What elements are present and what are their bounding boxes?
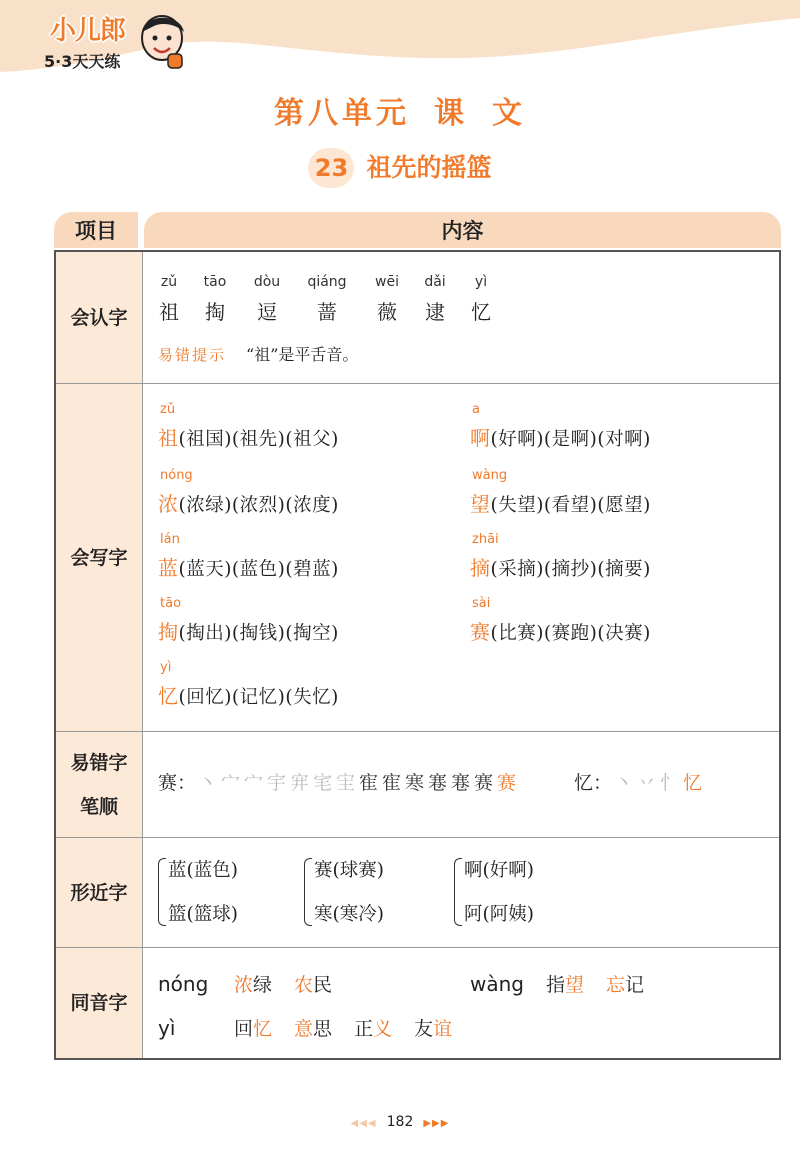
row-label bbox=[56, 732, 143, 837]
similar-word: 啊(好啊) bbox=[464, 860, 534, 881]
pinyin: qiáng bbox=[307, 274, 347, 290]
brand-logo bbox=[14, 6, 184, 76]
stroke-step: 丶 bbox=[614, 772, 634, 794]
write-item bbox=[470, 596, 651, 645]
stroke-step: 宀 bbox=[221, 772, 241, 794]
recognize-char bbox=[302, 274, 352, 325]
table-grid bbox=[54, 250, 781, 1060]
stroke-char-label: 赛： bbox=[158, 772, 197, 794]
logo-title: 小儿郎 bbox=[50, 16, 126, 46]
row-label-line: 笔顺 bbox=[79, 795, 118, 818]
write-item bbox=[470, 532, 651, 581]
stroke-step: 赛 bbox=[474, 772, 494, 794]
hanzi: 祖 bbox=[159, 300, 179, 324]
stroke-step: 宔 bbox=[336, 772, 356, 794]
homophone-pinyin: nóng bbox=[158, 972, 209, 996]
row-content bbox=[144, 732, 779, 837]
mascot-boy-icon bbox=[132, 8, 192, 74]
stroke-steps bbox=[612, 772, 704, 794]
similar-word: 寒(寒冷) bbox=[314, 904, 384, 925]
pinyin: tāo bbox=[203, 274, 227, 290]
pinyin: tāo bbox=[160, 596, 182, 611]
brace-icon bbox=[454, 858, 462, 926]
write-char: 浓 bbox=[158, 492, 179, 516]
stroke-step: 寋 bbox=[451, 772, 471, 794]
write-words: (采摘)(摘抄)(摘要) bbox=[490, 559, 651, 580]
homophone-char: 农 bbox=[294, 974, 314, 996]
lesson-title bbox=[0, 148, 800, 188]
stroke-step: 宀 bbox=[244, 772, 264, 794]
homophone-line bbox=[158, 970, 332, 997]
write-char: 掏 bbox=[158, 620, 179, 644]
brace-icon bbox=[304, 858, 312, 926]
row-stroke-order bbox=[56, 732, 779, 838]
homophone-word bbox=[414, 1014, 452, 1041]
pinyin: zhāi bbox=[472, 532, 499, 547]
write-words: (浓绿)(浓烈)(浓度) bbox=[178, 495, 339, 516]
write-char: 蓝 bbox=[158, 556, 179, 580]
write-item bbox=[470, 468, 651, 517]
recognize-char bbox=[190, 274, 240, 325]
pinyin: zǔ bbox=[160, 274, 178, 290]
row-label: 同音字 bbox=[56, 948, 143, 1058]
hanzi: 薇 bbox=[377, 300, 397, 324]
pinyin: dǎi bbox=[424, 274, 446, 290]
recognize-char bbox=[410, 274, 460, 325]
homophone-char: 回 bbox=[234, 1018, 254, 1040]
write-words: (蓝天)(蓝色)(碧蓝) bbox=[178, 559, 339, 580]
pinyin: sài bbox=[472, 596, 491, 611]
homophone-word bbox=[234, 1014, 272, 1041]
pinyin: nóng bbox=[160, 468, 193, 483]
stroke-order-sai bbox=[158, 768, 518, 795]
pinyin: zǔ bbox=[160, 402, 176, 417]
stroke-step: 忄 bbox=[660, 772, 680, 794]
stroke-step: 寋 bbox=[428, 772, 448, 794]
similar-word: 篮(篮球) bbox=[168, 904, 238, 925]
page-footer bbox=[0, 1114, 800, 1130]
write-words: (比赛)(赛跑)(决赛) bbox=[490, 623, 651, 644]
homophone-word bbox=[294, 1014, 332, 1041]
pinyin: wàng bbox=[472, 468, 508, 483]
stroke-step: 寒 bbox=[405, 772, 425, 794]
error-tip bbox=[158, 342, 358, 365]
write-char: 忆 bbox=[158, 684, 179, 708]
stroke-step: 宑 bbox=[290, 772, 310, 794]
stroke-step: 丷 bbox=[637, 772, 657, 794]
recognize-char bbox=[362, 274, 412, 325]
recognize-char bbox=[144, 274, 194, 325]
logo-subtitle: 5·3天天练 bbox=[44, 52, 121, 71]
homophone-char: 正 bbox=[354, 1018, 374, 1040]
homophone-pinyin: yì bbox=[158, 1016, 176, 1040]
hanzi: 掏 bbox=[205, 300, 225, 324]
homophone-char: 忆 bbox=[253, 1018, 273, 1040]
homophone-char: 义 bbox=[373, 1018, 393, 1040]
pinyin: a bbox=[472, 402, 480, 417]
stroke-step: 寉 bbox=[359, 772, 379, 794]
write-item bbox=[158, 532, 339, 581]
header-item: 项目 bbox=[54, 212, 138, 248]
row-homophone bbox=[56, 948, 779, 1058]
write-char: 望 bbox=[470, 492, 491, 516]
stroke-order-yi bbox=[574, 768, 704, 795]
homophone-word bbox=[294, 970, 332, 997]
homophone-char: 民 bbox=[313, 974, 333, 996]
homophone-char: 思 bbox=[313, 1018, 333, 1040]
write-words: (祖国)(祖先)(祖父) bbox=[178, 429, 339, 450]
pinyin: wēi bbox=[375, 274, 399, 290]
write-item bbox=[158, 596, 339, 645]
stroke-step: 寉 bbox=[382, 772, 402, 794]
hanzi: 忆 bbox=[471, 300, 491, 324]
pinyin: yì bbox=[160, 660, 172, 675]
recognize-char bbox=[456, 274, 506, 325]
homophone-char: 忘 bbox=[606, 974, 626, 996]
write-words: (失望)(看望)(愿望) bbox=[490, 495, 651, 516]
homophone-word bbox=[354, 1014, 392, 1041]
hanzi: 蔷 bbox=[317, 300, 337, 324]
row-similar bbox=[56, 838, 779, 948]
row-label-line: 易错字 bbox=[70, 751, 128, 774]
homophone-char: 指 bbox=[545, 974, 565, 996]
write-char: 赛 bbox=[470, 620, 491, 644]
homophone-word bbox=[606, 970, 644, 997]
write-item bbox=[158, 402, 339, 451]
row-label: 形近字 bbox=[56, 838, 143, 947]
stroke-step: 丶 bbox=[198, 772, 218, 794]
homophone-char: 友 bbox=[414, 1018, 434, 1040]
row-label: 会写字 bbox=[56, 384, 143, 731]
hanzi: 逮 bbox=[425, 300, 445, 324]
row-recognize bbox=[56, 252, 779, 384]
similar-word: 蓝(蓝色) bbox=[168, 860, 238, 881]
homophone-word bbox=[234, 970, 272, 997]
homophone-char: 记 bbox=[625, 974, 645, 996]
pinyin: dòu bbox=[253, 274, 281, 290]
write-item bbox=[158, 660, 339, 709]
similar-word: 阿(阿姨) bbox=[464, 904, 534, 925]
unit-title-part: 文 bbox=[492, 96, 526, 131]
homophone-char: 望 bbox=[565, 974, 585, 996]
stroke-char-label: 忆： bbox=[574, 772, 613, 794]
stroke-steps bbox=[196, 772, 518, 794]
pinyin: lán bbox=[160, 532, 180, 547]
recognize-char bbox=[242, 274, 292, 325]
homophone-char: 意 bbox=[294, 1018, 314, 1040]
brace-icon bbox=[158, 858, 166, 926]
header-content: 内容 bbox=[144, 212, 781, 248]
page-number: 182 bbox=[386, 1114, 414, 1130]
tip-label: 易错提示 bbox=[158, 346, 227, 364]
row-content bbox=[144, 252, 779, 383]
unit-title-part: 课 bbox=[434, 96, 468, 131]
write-char: 祖 bbox=[158, 426, 179, 450]
row-write bbox=[56, 384, 779, 732]
prev-arrows-icon: ◀◀◀ bbox=[350, 1118, 377, 1129]
stroke-step: 忆 bbox=[683, 772, 703, 794]
next-arrows-icon: ▶▶▶ bbox=[423, 1118, 450, 1129]
lesson-number-badge: 23 bbox=[308, 148, 354, 188]
unit-title-part: 第八单元 bbox=[274, 96, 410, 131]
similar-word: 赛(球赛) bbox=[314, 860, 384, 881]
homophone-word bbox=[546, 970, 584, 997]
write-char: 啊 bbox=[470, 426, 491, 450]
summary-table bbox=[54, 212, 781, 1060]
homophone-line bbox=[158, 1014, 452, 1041]
write-words: (好啊)(是啊)(对啊) bbox=[490, 429, 651, 450]
write-char: 摘 bbox=[470, 556, 491, 580]
row-content bbox=[144, 838, 779, 947]
homophone-char: 绿 bbox=[253, 974, 273, 996]
row-label: 会认字 bbox=[56, 252, 143, 383]
tip-text: “祖”是平舌音。 bbox=[246, 345, 359, 364]
write-item bbox=[158, 468, 339, 517]
pinyin: yì bbox=[474, 274, 488, 290]
row-content bbox=[144, 948, 779, 1058]
write-words: (回忆)(记忆)(失忆) bbox=[178, 687, 339, 708]
homophone-line bbox=[470, 970, 644, 997]
stroke-step: 赛 bbox=[497, 772, 517, 794]
lesson-title-text: 祖先的摇篮 bbox=[366, 153, 492, 182]
unit-title bbox=[0, 88, 800, 132]
stroke-step: 宇 bbox=[267, 772, 287, 794]
row-content bbox=[144, 384, 779, 731]
homophone-pinyin: wàng bbox=[470, 972, 524, 996]
hanzi: 逗 bbox=[257, 300, 277, 324]
stroke-step: 宒 bbox=[313, 772, 333, 794]
homophone-char: 谊 bbox=[433, 1018, 453, 1040]
write-item bbox=[470, 402, 651, 451]
homophone-char: 浓 bbox=[234, 974, 254, 996]
write-words: (掏出)(掏钱)(掏空) bbox=[178, 623, 339, 644]
